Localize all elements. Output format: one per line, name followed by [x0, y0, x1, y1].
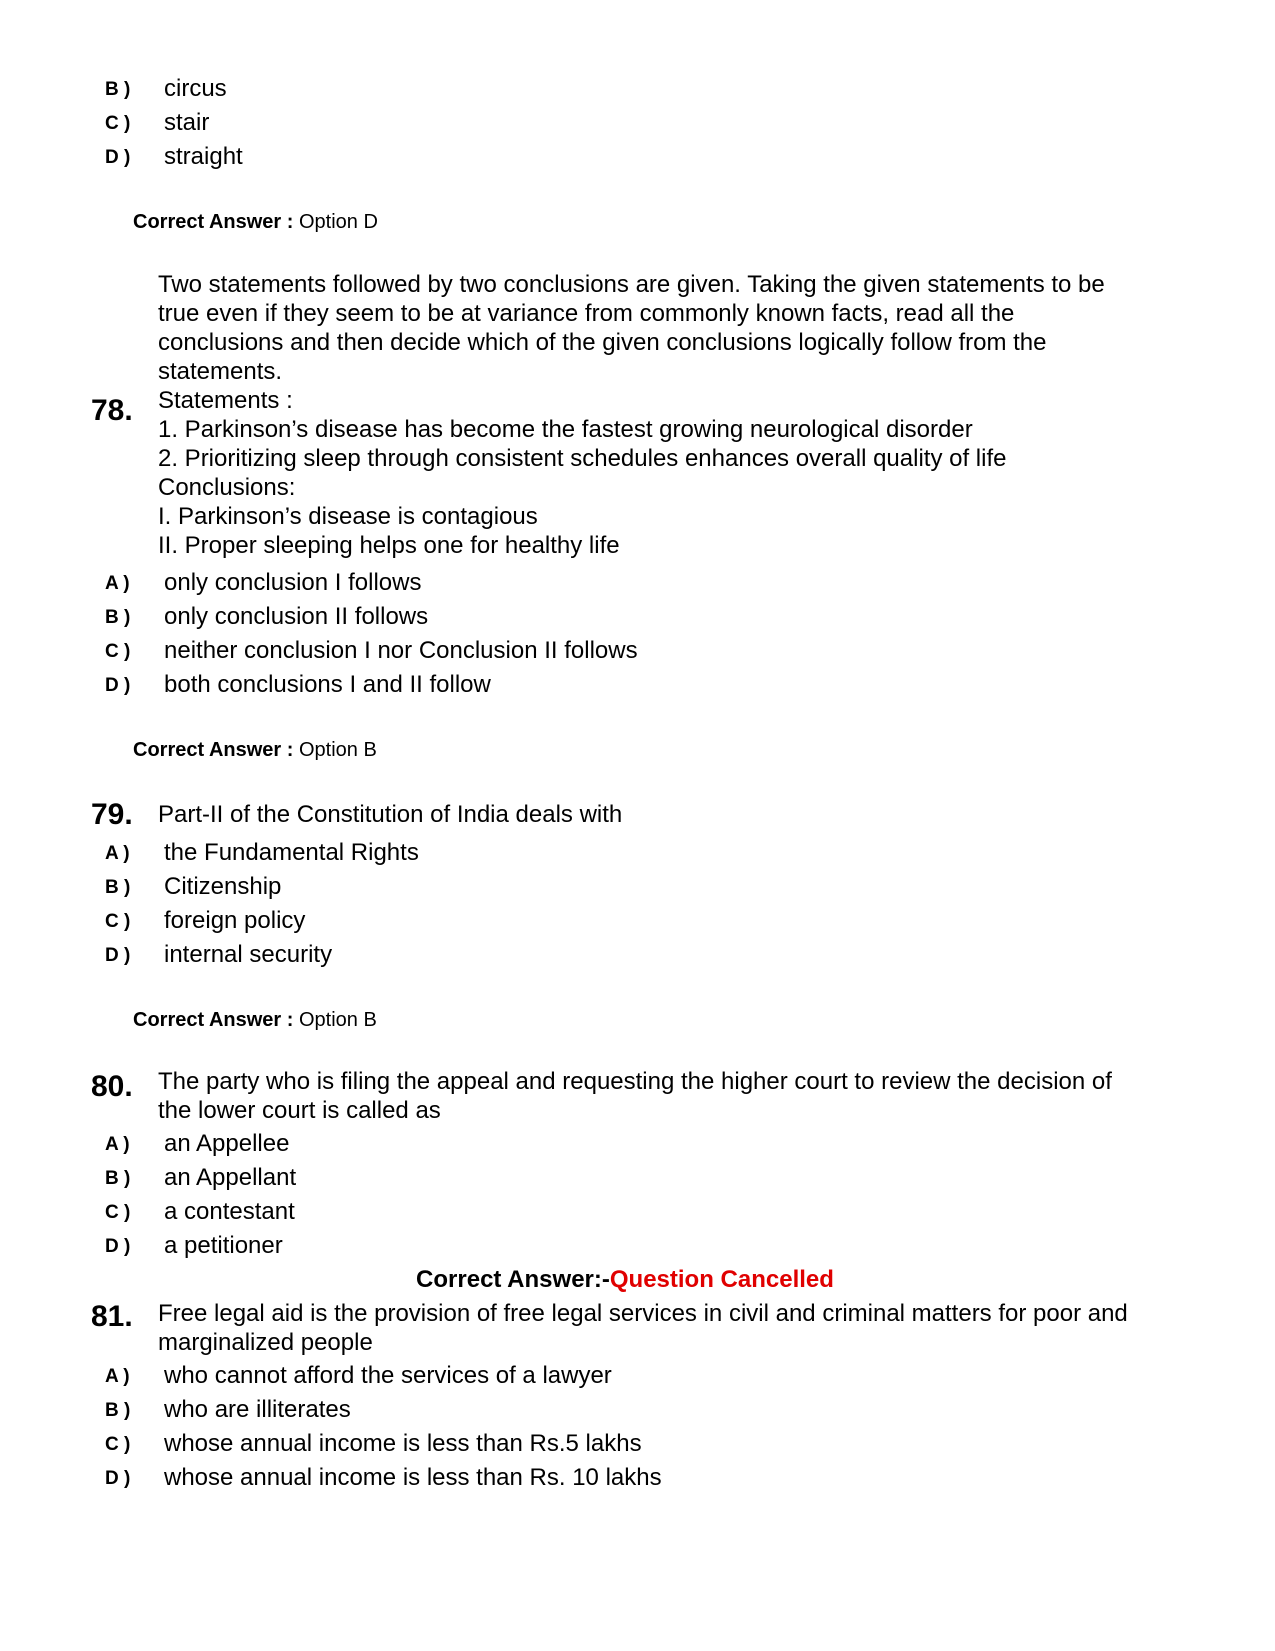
option-text: a petitioner — [164, 1232, 283, 1259]
question-number-81: 81. — [91, 1300, 133, 1333]
option-letter: A ) — [105, 573, 130, 594]
option-letter: B ) — [105, 1400, 131, 1421]
correct-answer — [133, 209, 378, 235]
question-line: Statements : — [158, 387, 293, 414]
option-letter: B ) — [105, 877, 131, 898]
option-text: stair — [164, 109, 210, 136]
correct-answer — [133, 1007, 377, 1033]
question-number-79: 79. — [91, 798, 133, 831]
correct-answer-value: Option B — [298, 739, 377, 761]
option-a — [0, 1129, 1275, 1161]
option-c — [0, 1197, 1275, 1229]
option-letter: C ) — [105, 1434, 131, 1455]
option-text: straight — [164, 143, 243, 170]
option-c — [0, 906, 1275, 938]
option-b — [0, 872, 1275, 904]
option-text: Citizenship — [164, 873, 282, 900]
option-text: only conclusion I follows — [164, 569, 422, 596]
option-letter: A ) — [105, 1134, 130, 1155]
correct-answer — [133, 737, 377, 763]
option-text: an Appellee — [164, 1130, 290, 1157]
option-a — [0, 838, 1275, 870]
option-letter: B ) — [105, 1168, 131, 1189]
option-letter: C ) — [105, 641, 131, 662]
question-line: Two statements followed by two conclusions are given. Taking the given statements to be — [158, 271, 1105, 298]
question-line: conclusions and then decide which of the given conclusions logically follow from the — [158, 329, 1047, 356]
correct-answer-label: Correct Answer : — [133, 211, 294, 233]
option-text: who cannot afford the services of a lawyer — [164, 1362, 612, 1389]
option-b — [0, 74, 1275, 106]
question-line: Free legal aid is the provision of free legal services in civil and criminal matters for poor and — [158, 1300, 1128, 1327]
option-letter: D ) — [105, 945, 131, 966]
question-line: marginalized people — [158, 1329, 373, 1356]
question-line: the lower court is called as — [158, 1097, 441, 1124]
option-d — [0, 1231, 1275, 1263]
correct-answer-label: Correct Answer : — [133, 739, 294, 761]
question-line: true even if they seem to be at variance from commonly known facts, read all the — [158, 300, 1015, 327]
option-letter: A ) — [105, 843, 130, 864]
option-letter: C ) — [105, 113, 131, 134]
correct-answer-label: Correct Answer : — [133, 1009, 294, 1031]
question-line: The party who is filing the appeal and requesting the higher court to review the decision of — [158, 1068, 1112, 1095]
option-text: whose annual income is less than Rs. 10 lakhs — [164, 1464, 662, 1491]
option-text: whose annual income is less than Rs.5 lakhs — [164, 1430, 642, 1457]
question-text-81 — [158, 1299, 1128, 1357]
option-text: only conclusion II follows — [164, 603, 429, 630]
question-text-79 — [158, 800, 622, 829]
question-line: Conclusions: — [158, 474, 296, 501]
option-text: neither conclusion I nor Conclusion II follows — [164, 637, 638, 664]
option-c — [0, 1429, 1275, 1461]
question-text-80 — [158, 1067, 1112, 1125]
option-d — [0, 940, 1275, 972]
option-letter: A ) — [105, 1366, 130, 1387]
option-d — [0, 670, 1275, 702]
option-a — [0, 568, 1275, 600]
option-letter: B ) — [105, 79, 131, 100]
question-text-78 — [158, 270, 1105, 560]
option-text: a contestant — [164, 1198, 295, 1225]
option-letter: D ) — [105, 147, 131, 168]
correct-answer-value: Option D — [298, 211, 378, 233]
option-text: who are illiterates — [164, 1396, 351, 1423]
question-cancelled-note: Question Cancelled — [609, 1266, 834, 1293]
option-text: an Appellant — [164, 1164, 297, 1191]
option-b — [0, 1163, 1275, 1195]
question-line: I. Parkinson’s disease is contagious — [158, 503, 538, 530]
option-text: foreign policy — [164, 907, 306, 934]
correct-answer-cancelled — [0, 1265, 1250, 1295]
option-b — [0, 1395, 1275, 1427]
question-line: statements. — [158, 358, 283, 385]
question-line: 2. Prioritizing sleep through consistent schedules enhances overall quality of life — [158, 445, 1007, 472]
option-letter: D ) — [105, 1468, 131, 1489]
question-line: Part-II of the Constitution of India deals with — [158, 801, 623, 828]
option-letter: C ) — [105, 1202, 131, 1223]
question-number-80: 80. — [91, 1070, 133, 1103]
option-a — [0, 1361, 1275, 1393]
option-d — [0, 1463, 1275, 1495]
option-d — [0, 142, 1275, 174]
question-line: II. Proper sleeping helps one for healthy life — [158, 532, 620, 559]
option-text: internal security — [164, 941, 333, 968]
question-line: 1. Parkinson’s disease has become the fastest growing neurological disorder — [158, 416, 973, 443]
option-b — [0, 602, 1275, 634]
option-c — [0, 108, 1275, 140]
option-text: circus — [164, 75, 227, 102]
option-text: both conclusions I and II follow — [164, 671, 491, 698]
option-text: the Fundamental Rights — [164, 839, 419, 866]
correct-answer-label: Correct Answer:- — [416, 1266, 610, 1293]
correct-answer-value: Option B — [298, 1009, 377, 1031]
option-c — [0, 636, 1275, 668]
option-letter: D ) — [105, 1236, 131, 1257]
question-number-78: 78. — [91, 394, 133, 427]
option-letter: C ) — [105, 911, 131, 932]
option-letter: D ) — [105, 675, 131, 696]
option-letter: B ) — [105, 607, 131, 628]
